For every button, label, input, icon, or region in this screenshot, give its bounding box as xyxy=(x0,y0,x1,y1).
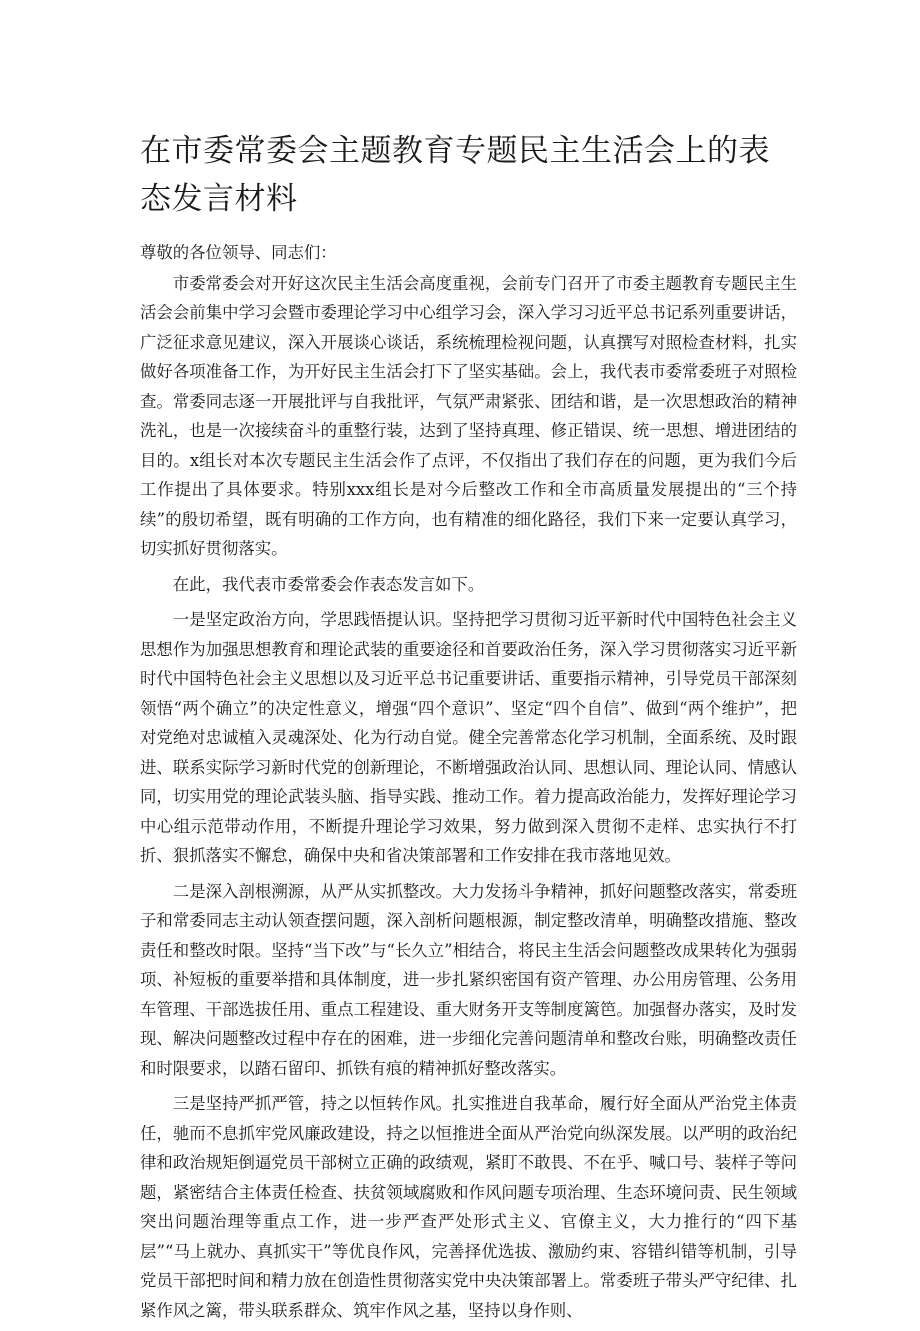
paragraph-intro: 市委常委会对开好这次民主生活会高度重视，会前专门召开了市委主题教育专题民主生活会会前集中学习会暨市委理论学习中心组学习会，深入学习习近平总书记系列重要讲话，广泛征求意见建议，深入开展谈心谈话，系统梳理检视问题，认真撰写对照检查材料，扎实做好各项准备工作，为开好民主生活会打下了坚实基础。会上，我代表市委常委班子对照检查。常委同志逐一开展批评与自我批评，气氛严肃紧张、团结和谐，是一次思想政治的精神洗礼，也是一次接续奋斗的重整行装，达到了坚持真理、修正错误、统一思想、增进团结的目的。x组长对本次专题民主生活会作了点评，不仅指出了我们存在的问题，更为我们今后工作提出了具体要求。特别xxx组长是对今后整改工作和全市高质量发展提出的“三个持续”的殷切希望，既有明确的工作方向，也有精准的细化路径，我们下来一定要认真学习，切实抓好贯彻落实。 xyxy=(140,273,797,558)
salutation: 尊敬的各位领导、同志们： xyxy=(140,243,337,262)
document-title: 在市委常委会主题教育专题民主生活会上的表态发言材料 xyxy=(140,133,770,217)
paragraph-point-one: 一是坚定政治方向，学思践悟提认识。坚持把学习贯彻习近平新时代中国特色社会主义思想作为加强思想教育和理论武装的重要途径和首要政治任务，深入学习贯彻落实习近平新时代中国特色社会主义思想以及习近平总书记重要讲话、重要指示精神，引导党员干部深刻领悟“两个确立”的决定性意义，增强“四个意识”、坚定“四个自信”、做到“两个维护”，把对党绝对忠诚植入灵魂深处、化为行动自觉。健全完善常态化学习机制，全面系统、及时跟进、联系实际学习新时代党的创新理论，不断增强政治认同、思想认同、理论认同、情感认同，切实用党的理论武装头脑、指导实践、推动工作。着力提高政治能力，发挥好理论学习中心组示范带动作用，不断提升理论学习效果，努力做到深入贯彻不走样、忠实执行不打折、狠抓落实不懈怠，确保中央和省决策部署和工作安排在我市落地见效。 xyxy=(140,610,797,865)
paragraph-point-two: 二是深入剖根溯源，从严从实抓整改。大力发扬斗争精神，抓好问题整改落实，常委班子和常委同志主动认领查摆问题，深入剖析问题根源，制定整改清单，明确整改措施、整改责任和整改时限。坚持“当下改”与“长久立”相结合，将民主生活会问题整改成果转化为强弱项、补短板的重要举措和具体制度，进一步扎紧织密国有资产管理、办公用房管理、公务用车管理、干部选拔任用、重点工程建设、重大财务开支等制度篱笆。加强督办落实，及时发现、解决问题整改过程中存在的困难，进一步细化完善问题清单和整改台账，明确整改责任和时限要求，以踏石留印、抓铁有痕的精神抓好整改落实。 xyxy=(140,881,797,1078)
paragraph-point-three: 三是坚持严抓严管，持之以恒转作风。扎实推进自我革命，履行好全面从严治党主体责任，驰而不息抓牢党风廉政建设，持之以恒推进全面从严治党向纵深发展。以严明的政治纪律和政治规矩倒逼党员干部树立正确的政绩观，紧盯不敢畏、不在乎、喊口号、装样子等问题，紧密结合主体责任检查、扶贫领域腐败和作风问题专项治理、生态环境问责、民生领域突出问题治理等重点工作，进一步严查严处形式主义、官僚主义，大力推行的“四下基层”“马上就办、真抓实干”等优良作风，完善择优选拔、激励约束、容错纠错等机制，引导党员干部把时间和精力放在创造性贯彻落实党中央决策部署上。常委班子带头严守纪律、扎紧作风之篱，带头联系群众、筑牢作风之基，坚持以身作则、 xyxy=(140,1094,797,1320)
document-body xyxy=(140,127,797,1331)
paragraph-statement-lead: 在此，我代表市委常委会作表态发言如下。 xyxy=(172,574,485,594)
